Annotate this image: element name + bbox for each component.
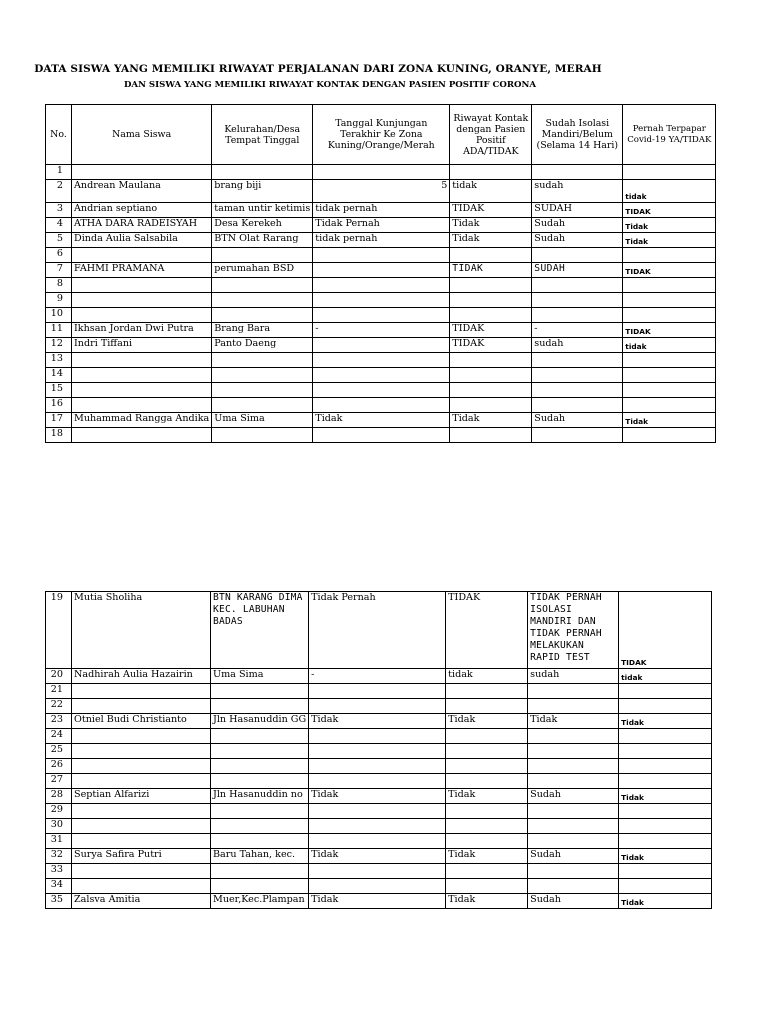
- cell-sudah-isolasi: [532, 383, 623, 398]
- table-row: [46, 263, 716, 278]
- cell-tanggal-kunjungan: [313, 248, 450, 263]
- cell-kelurahan: Brang Bara: [212, 323, 313, 338]
- cell-no: 3: [46, 203, 72, 218]
- cell-no: 33: [46, 864, 72, 879]
- cell-pernah-terpapar: [619, 804, 712, 819]
- cell-tanggal-kunjungan: [309, 804, 446, 819]
- cell-sudah-isolasi: [528, 804, 619, 819]
- cell-kelurahan: [211, 759, 309, 774]
- cell-sudah-isolasi: [532, 398, 623, 413]
- cell-kelurahan: [212, 383, 313, 398]
- cell-no: 14: [46, 368, 72, 383]
- cell-riwayat-kontak: [446, 819, 528, 834]
- cell-riwayat-kontak: [450, 428, 532, 443]
- cell-riwayat-kontak: TIDAK: [450, 323, 532, 338]
- table-row: [46, 383, 716, 398]
- cell-kelurahan: BTN Olat Rarang: [212, 233, 313, 248]
- cell-pernah-terpapar: [623, 353, 716, 368]
- cell-sudah-isolasi: [528, 759, 619, 774]
- cell-riwayat-kontak: [450, 308, 532, 323]
- cell-riwayat-kontak: tidak: [450, 180, 532, 203]
- cell-no: 26: [46, 759, 72, 774]
- cell-pernah-terpapar: [619, 864, 712, 879]
- cell-kelurahan: [212, 165, 313, 180]
- cell-riwayat-kontak: [446, 864, 528, 879]
- cell-pernah-terpapar: [619, 879, 712, 894]
- cell-no: 7: [46, 263, 72, 278]
- cell-pernah-terpapar: tidak: [619, 669, 712, 684]
- cell-kelurahan: Baru Tahan, kec.: [211, 849, 309, 864]
- cell-nama-siswa: [72, 864, 211, 879]
- cell-pernah-terpapar: [619, 684, 712, 699]
- cell-tanggal-kunjungan: [309, 684, 446, 699]
- cell-tanggal-kunjungan: [309, 699, 446, 714]
- cell-nama-siswa: [72, 759, 211, 774]
- cell-nama-siswa: [72, 398, 212, 413]
- cell-no: 34: [46, 879, 72, 894]
- table-row: [46, 293, 716, 308]
- cell-tanggal-kunjungan: Tidak: [309, 789, 446, 804]
- cell-nama-siswa: [72, 744, 211, 759]
- cell-riwayat-kontak: Tidak: [450, 218, 532, 233]
- cell-riwayat-kontak: Tidak: [446, 849, 528, 864]
- table-row: [46, 819, 712, 834]
- cell-riwayat-kontak: TIDAK: [450, 263, 532, 278]
- header-pernah-terpapar: Pernah Terpapar Covid-19 YA/TIDAK: [623, 105, 716, 165]
- header-sudah-isolasi: Sudah Isolasi Mandiri/Belum (Selama 14 Hari): [532, 105, 623, 165]
- cell-sudah-isolasi: [532, 353, 623, 368]
- cell-sudah-isolasi: Sudah: [532, 218, 623, 233]
- table-row: [46, 714, 712, 729]
- document-subtitle: DAN SISWA YANG MEMILIKI RIWAYAT KONTAK DENGAN PASIEN POSITIF CORONA: [123, 80, 537, 90]
- table-row: [46, 428, 716, 443]
- cell-nama-siswa: Indri Tiffani: [72, 338, 212, 353]
- cell-sudah-isolasi: [532, 368, 623, 383]
- cell-tanggal-kunjungan: [313, 368, 450, 383]
- cell-sudah-isolasi: Sudah: [528, 789, 619, 804]
- cell-tanggal-kunjungan: [309, 819, 446, 834]
- cell-nama-siswa: [72, 729, 211, 744]
- table-row: [46, 308, 716, 323]
- cell-no: 4: [46, 218, 72, 233]
- cell-sudah-isolasi: sudah: [532, 338, 623, 353]
- cell-no: 12: [46, 338, 72, 353]
- cell-nama-siswa: [72, 248, 212, 263]
- table-row: [46, 398, 716, 413]
- cell-no: 15: [46, 383, 72, 398]
- cell-sudah-isolasi: [532, 293, 623, 308]
- cell-kelurahan: [212, 353, 313, 368]
- cell-riwayat-kontak: [446, 699, 528, 714]
- cell-pernah-terpapar: Tidak: [619, 849, 712, 864]
- cell-nama-siswa: [72, 804, 211, 819]
- table-row: [46, 218, 716, 233]
- cell-nama-siswa: [72, 819, 211, 834]
- cell-sudah-isolasi: SUDAH: [532, 203, 623, 218]
- cell-tanggal-kunjungan: [313, 383, 450, 398]
- table-row: [46, 864, 712, 879]
- cell-riwayat-kontak: [450, 165, 532, 180]
- table-row: [46, 368, 716, 383]
- cell-tanggal-kunjungan: 5: [313, 180, 450, 203]
- cell-kelurahan: brang biji: [212, 180, 313, 203]
- cell-no: 10: [46, 308, 72, 323]
- cell-pernah-terpapar: [623, 248, 716, 263]
- header-no: No.: [46, 105, 72, 165]
- cell-kelurahan: [211, 819, 309, 834]
- table-row: [46, 894, 712, 909]
- cell-tanggal-kunjungan: Tidak: [309, 894, 446, 909]
- cell-nama-siswa: ATHA DARA RADEISYAH: [72, 218, 212, 233]
- cell-pernah-terpapar: [623, 308, 716, 323]
- cell-nama-siswa: Andrean Maulana: [72, 180, 212, 203]
- cell-tanggal-kunjungan: [313, 353, 450, 368]
- cell-riwayat-kontak: Tidak: [450, 233, 532, 248]
- cell-tanggal-kunjungan: tidak pernah: [313, 203, 450, 218]
- cell-kelurahan: Muer,Kec.Plampan: [211, 894, 309, 909]
- cell-nama-siswa: [72, 383, 212, 398]
- cell-kelurahan: [211, 684, 309, 699]
- cell-no: 11: [46, 323, 72, 338]
- cell-nama-siswa: [72, 308, 212, 323]
- cell-sudah-isolasi: [532, 278, 623, 293]
- cell-tanggal-kunjungan: [309, 864, 446, 879]
- table-row: [46, 804, 712, 819]
- cell-sudah-isolasi: Sudah: [528, 894, 619, 909]
- cell-sudah-isolasi: [532, 248, 623, 263]
- cell-riwayat-kontak: [450, 353, 532, 368]
- cell-tanggal-kunjungan: [309, 774, 446, 789]
- cell-nama-siswa: [72, 699, 211, 714]
- cell-sudah-isolasi: [532, 165, 623, 180]
- cell-nama-siswa: [72, 165, 212, 180]
- cell-nama-siswa: [72, 278, 212, 293]
- cell-pernah-terpapar: Tidak: [623, 233, 716, 248]
- cell-pernah-terpapar: [623, 428, 716, 443]
- cell-sudah-isolasi: [528, 879, 619, 894]
- cell-kelurahan: [211, 879, 309, 894]
- cell-pernah-terpapar: TIDAK: [623, 323, 716, 338]
- cell-kelurahan: taman untir ketimis: [212, 203, 313, 218]
- table-row: [46, 233, 716, 248]
- cell-tanggal-kunjungan: tidak pernah: [313, 233, 450, 248]
- cell-tanggal-kunjungan: Tidak: [309, 714, 446, 729]
- cell-riwayat-kontak: [446, 744, 528, 759]
- cell-nama-siswa: Andrian septiano: [72, 203, 212, 218]
- cell-riwayat-kontak: [450, 383, 532, 398]
- cell-pernah-terpapar: [623, 383, 716, 398]
- cell-riwayat-kontak: [450, 293, 532, 308]
- cell-sudah-isolasi: [528, 774, 619, 789]
- cell-riwayat-kontak: Tidak: [450, 413, 532, 428]
- cell-kelurahan: [211, 744, 309, 759]
- cell-pernah-terpapar: [623, 165, 716, 180]
- cell-tanggal-kunjungan: [313, 165, 450, 180]
- cell-riwayat-kontak: Tidak: [446, 789, 528, 804]
- cell-tanggal-kunjungan: [313, 338, 450, 353]
- cell-pernah-terpapar: TIDAK: [623, 203, 716, 218]
- cell-tanggal-kunjungan: -: [313, 323, 450, 338]
- table-row: [46, 879, 712, 894]
- cell-nama-siswa: Dinda Aulia Salsabila: [72, 233, 212, 248]
- cell-sudah-isolasi: -: [532, 323, 623, 338]
- cell-nama-siswa: Otniel Budi Christianto: [72, 714, 211, 729]
- cell-pernah-terpapar: [623, 293, 716, 308]
- document-title: DATA SISWA YANG MEMILIKI RIWAYAT PERJALANAN DARI ZONA KUNING, ORANYE, MERAH: [34, 63, 602, 75]
- cell-no: 21: [46, 684, 72, 699]
- cell-nama-siswa: [72, 428, 212, 443]
- cell-no: 1: [46, 165, 72, 180]
- cell-kelurahan: [211, 774, 309, 789]
- cell-nama-siswa: [72, 293, 212, 308]
- cell-kelurahan: [212, 248, 313, 263]
- cell-riwayat-kontak: [446, 879, 528, 894]
- cell-no: 23: [46, 714, 72, 729]
- table-row: [46, 849, 712, 864]
- student-table-part-1: [45, 104, 716, 443]
- cell-sudah-isolasi: SUDAH: [532, 263, 623, 278]
- cell-sudah-isolasi: sudah: [528, 669, 619, 684]
- table-row: [46, 323, 716, 338]
- cell-riwayat-kontak: [450, 368, 532, 383]
- cell-pernah-terpapar: [619, 744, 712, 759]
- cell-sudah-isolasi: Sudah: [532, 233, 623, 248]
- cell-no: 25: [46, 744, 72, 759]
- cell-no: 24: [46, 729, 72, 744]
- cell-kelurahan: [212, 278, 313, 293]
- cell-kelurahan: Uma Sima: [211, 669, 309, 684]
- cell-sudah-isolasi: Sudah: [528, 849, 619, 864]
- cell-tanggal-kunjungan: [309, 834, 446, 849]
- table-row: [46, 278, 716, 293]
- cell-riwayat-kontak: [446, 834, 528, 849]
- table-row: [46, 744, 712, 759]
- cell-riwayat-kontak: TIDAK: [450, 338, 532, 353]
- cell-kelurahan: [211, 834, 309, 849]
- cell-tanggal-kunjungan: Tidak: [313, 413, 450, 428]
- cell-no: 8: [46, 278, 72, 293]
- cell-riwayat-kontak: [446, 729, 528, 744]
- cell-no: 16: [46, 398, 72, 413]
- table-row: [46, 699, 712, 714]
- cell-tanggal-kunjungan: [309, 744, 446, 759]
- cell-no: 6: [46, 248, 72, 263]
- cell-pernah-terpapar: TIDAK: [623, 263, 716, 278]
- cell-sudah-isolasi: sudah: [532, 180, 623, 203]
- cell-no: 20: [46, 669, 72, 684]
- cell-kelurahan: [211, 729, 309, 744]
- cell-sudah-isolasi: Sudah: [532, 413, 623, 428]
- cell-no: 30: [46, 819, 72, 834]
- cell-nama-siswa: Nadhirah Aulia Hazairin: [72, 669, 211, 684]
- cell-no: 5: [46, 233, 72, 248]
- cell-pernah-terpapar: [619, 819, 712, 834]
- cell-nama-siswa: Mutia Sholiha: [72, 592, 211, 669]
- cell-kelurahan: Uma Sima: [212, 413, 313, 428]
- cell-kelurahan: [212, 428, 313, 443]
- cell-kelurahan: perumahan BSD: [212, 263, 313, 278]
- cell-kelurahan: [211, 804, 309, 819]
- cell-kelurahan: BTN KARANG DIMA KEC. LABUHAN BADAS: [211, 592, 309, 669]
- table-row: [46, 759, 712, 774]
- cell-sudah-isolasi: [528, 819, 619, 834]
- cell-riwayat-kontak: [446, 759, 528, 774]
- cell-riwayat-kontak: [446, 774, 528, 789]
- cell-no: 35: [46, 894, 72, 909]
- cell-tanggal-kunjungan: [313, 398, 450, 413]
- table-row: [46, 592, 712, 669]
- table-row: [46, 669, 712, 684]
- cell-kelurahan: [212, 368, 313, 383]
- cell-sudah-isolasi: [528, 684, 619, 699]
- cell-sudah-isolasi: TIDAK PERNAH ISOLASI MANDIRI DAN TIDAK PERNAH MELAKUKAN RAPID TEST: [528, 592, 619, 669]
- cell-tanggal-kunjungan: [313, 278, 450, 293]
- cell-kelurahan: Jln Hasanuddin no: [211, 789, 309, 804]
- cell-pernah-terpapar: [623, 278, 716, 293]
- cell-no: 2: [46, 180, 72, 203]
- table-row: [46, 353, 716, 368]
- cell-no: 28: [46, 789, 72, 804]
- cell-tanggal-kunjungan: [313, 293, 450, 308]
- cell-sudah-isolasi: [532, 308, 623, 323]
- cell-pernah-terpapar: Tidak: [619, 894, 712, 909]
- cell-pernah-terpapar: [623, 368, 716, 383]
- cell-nama-siswa: Muhammad Rangga Andika: [72, 413, 212, 428]
- cell-sudah-isolasi: [528, 729, 619, 744]
- cell-tanggal-kunjungan: [309, 729, 446, 744]
- cell-tanggal-kunjungan: Tidak Pernah: [309, 592, 446, 669]
- cell-pernah-terpapar: tidak: [623, 338, 716, 353]
- cell-nama-siswa: Zalsva Amitia: [72, 894, 211, 909]
- cell-nama-siswa: Septian Alfarizi: [72, 789, 211, 804]
- cell-sudah-isolasi: [528, 744, 619, 759]
- cell-sudah-isolasi: Tidak: [528, 714, 619, 729]
- cell-sudah-isolasi: [528, 834, 619, 849]
- cell-tanggal-kunjungan: [313, 308, 450, 323]
- cell-nama-siswa: FAHMI PRAMANA: [72, 263, 212, 278]
- cell-riwayat-kontak: TIDAK: [450, 203, 532, 218]
- cell-pernah-terpapar: [619, 759, 712, 774]
- cell-riwayat-kontak: [450, 398, 532, 413]
- cell-tanggal-kunjungan: Tidak: [309, 849, 446, 864]
- cell-kelurahan: [211, 699, 309, 714]
- cell-riwayat-kontak: tidak: [446, 669, 528, 684]
- cell-kelurahan: [211, 864, 309, 879]
- cell-no: 17: [46, 413, 72, 428]
- cell-pernah-terpapar: Tidak: [623, 218, 716, 233]
- cell-kelurahan: [212, 293, 313, 308]
- table-row: [46, 834, 712, 849]
- cell-sudah-isolasi: [528, 864, 619, 879]
- table-row: [46, 338, 716, 353]
- cell-kelurahan: Desa Kerekeh: [212, 218, 313, 233]
- cell-riwayat-kontak: [446, 804, 528, 819]
- cell-kelurahan: [212, 398, 313, 413]
- cell-pernah-terpapar: Tidak: [623, 413, 716, 428]
- table-row: [46, 789, 712, 804]
- cell-kelurahan: Jln Hasanuddin GG: [211, 714, 309, 729]
- cell-no: 18: [46, 428, 72, 443]
- cell-nama-siswa: [72, 684, 211, 699]
- cell-sudah-isolasi: [528, 699, 619, 714]
- cell-no: 19: [46, 592, 72, 669]
- table-row: [46, 774, 712, 789]
- table-row: [46, 165, 716, 180]
- table-header-row: [46, 105, 716, 165]
- cell-no: 9: [46, 293, 72, 308]
- cell-nama-siswa: [72, 834, 211, 849]
- cell-tanggal-kunjungan: [309, 759, 446, 774]
- cell-riwayat-kontak: Tidak: [446, 894, 528, 909]
- cell-no: 31: [46, 834, 72, 849]
- header-kelurahan: Kelurahan/Desa Tempat Tinggal: [212, 105, 313, 165]
- cell-nama-siswa: [72, 368, 212, 383]
- cell-pernah-terpapar: [623, 398, 716, 413]
- cell-riwayat-kontak: TIDAK: [446, 592, 528, 669]
- cell-pernah-terpapar: [619, 729, 712, 744]
- cell-no: 29: [46, 804, 72, 819]
- cell-tanggal-kunjungan: -: [309, 669, 446, 684]
- header-tanggal-kunjungan: Tanggal Kunjungan Terakhir Ke Zona Kuning/Orange/Merah: [313, 105, 450, 165]
- cell-pernah-terpapar: Tidak: [619, 714, 712, 729]
- cell-tanggal-kunjungan: [313, 263, 450, 278]
- cell-nama-siswa: [72, 774, 211, 789]
- cell-tanggal-kunjungan: Tidak Pernah: [313, 218, 450, 233]
- header-nama-siswa: Nama Siswa: [72, 105, 212, 165]
- table-row: [46, 248, 716, 263]
- table-row: [46, 684, 712, 699]
- cell-pernah-terpapar: Tidak: [619, 789, 712, 804]
- cell-no: 27: [46, 774, 72, 789]
- student-table-part-2: [45, 591, 712, 909]
- cell-nama-siswa: Ikhsan Jordan Dwi Putra: [72, 323, 212, 338]
- cell-nama-siswa: [72, 879, 211, 894]
- header-riwayat-kontak: Riwayat Kontak dengan Pasien Positif ADA/TIDAK: [450, 105, 532, 165]
- cell-tanggal-kunjungan: [309, 879, 446, 894]
- table-row: [46, 203, 716, 218]
- cell-kelurahan: [212, 308, 313, 323]
- cell-nama-siswa: [72, 353, 212, 368]
- cell-kelurahan: Panto Daeng: [212, 338, 313, 353]
- table-row: [46, 413, 716, 428]
- cell-nama-siswa: Surya Safira Putri: [72, 849, 211, 864]
- cell-tanggal-kunjungan: [313, 428, 450, 443]
- cell-pernah-terpapar: TIDAK: [619, 592, 712, 669]
- table-row: [46, 729, 712, 744]
- cell-riwayat-kontak: [446, 684, 528, 699]
- cell-no: 13: [46, 353, 72, 368]
- cell-pernah-terpapar: tidak: [623, 180, 716, 203]
- cell-pernah-terpapar: [619, 699, 712, 714]
- cell-pernah-terpapar: [619, 774, 712, 789]
- cell-pernah-terpapar: [619, 834, 712, 849]
- cell-riwayat-kontak: [450, 248, 532, 263]
- cell-riwayat-kontak: [450, 278, 532, 293]
- cell-riwayat-kontak: Tidak: [446, 714, 528, 729]
- cell-sudah-isolasi: [532, 428, 623, 443]
- cell-no: 32: [46, 849, 72, 864]
- table-row: [46, 180, 716, 203]
- cell-no: 22: [46, 699, 72, 714]
